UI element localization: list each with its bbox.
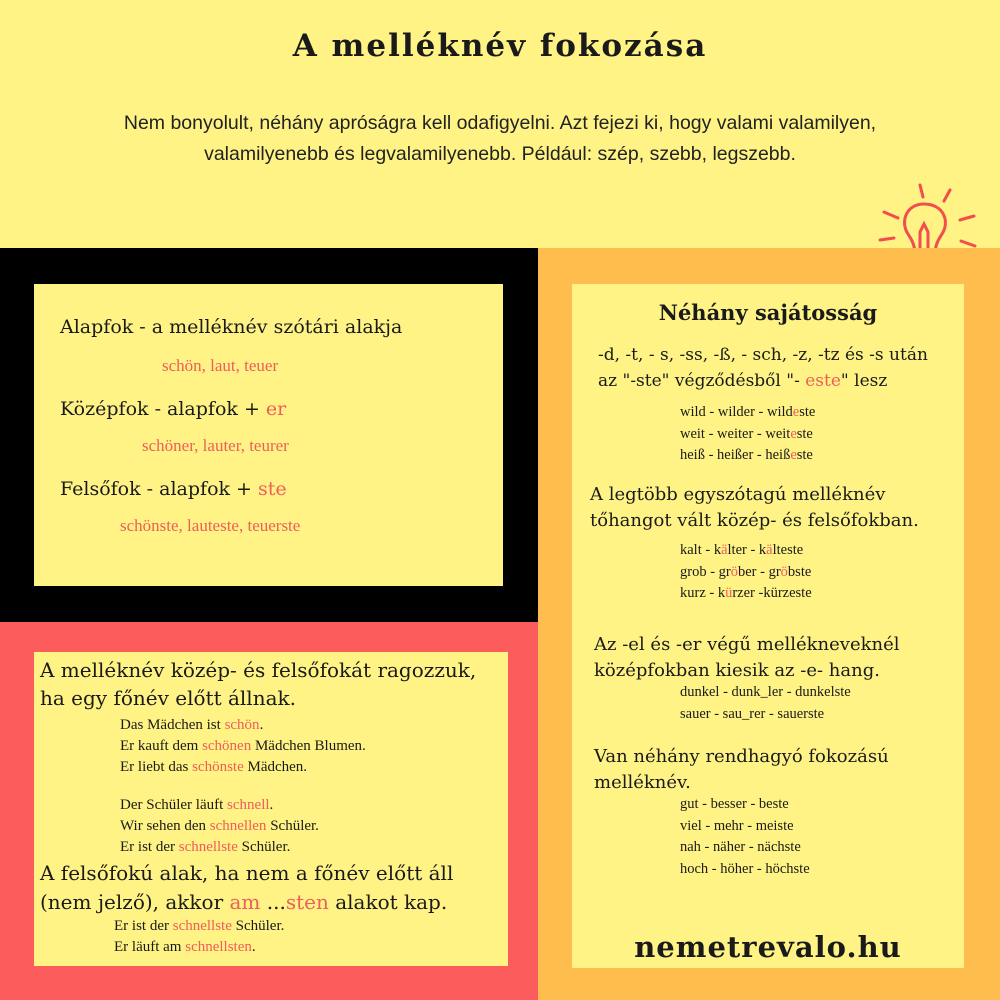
- sentence-1: Das Mädchen ist schön.: [120, 717, 264, 733]
- kozepfok-suffix: er: [265, 398, 287, 420]
- example-row: dunkel - dunk_ler - dunkelste: [680, 684, 851, 700]
- example-row: kurz - kürzer -kürzeste: [680, 585, 812, 601]
- felsofok-suffix: ste: [258, 478, 287, 500]
- declension-heading-2: ha egy főnév előtt állnak.: [40, 686, 296, 710]
- sentence-8: Er läuft am schnellsten.: [114, 939, 256, 955]
- rule-4: Van néhány rendhagyó fokozású melléknév.: [594, 746, 889, 793]
- example-row: viel - mehr - meiste: [680, 817, 794, 834]
- example-row: wild - wilder - wildeste: [680, 404, 816, 420]
- sentence-5: Wir sehen den schnellen Schüler.: [120, 818, 319, 834]
- example-row: weit - weiter - weiteste: [680, 425, 813, 442]
- rule-heading-2: (nem jelző), akkor am ...sten alakot kap.: [40, 890, 448, 914]
- example-row: nah - näher - nächste: [680, 839, 801, 855]
- rule-1: -d, -t, - s, -ss, -ß, - sch, -z, -tz és -s után az "-ste" végződésből "- este" lesz: [598, 345, 928, 391]
- alapfok-label: Alapfok - a melléknév szótári alakja: [60, 316, 403, 338]
- sentence-3: Er liebt das schönste Mädchen.: [120, 759, 308, 775]
- intro-line-1: Nem bonyolult, néhány apróságra kell odafigyelni. Azt fejezi ki, hogy valami valamilyen,: [123, 112, 877, 134]
- example-group-1: [680, 402, 815, 467]
- sentence-7: Er ist der schnellste Schüler.: [114, 918, 285, 934]
- example-row: grob - gröber - gröbste: [680, 563, 812, 580]
- kozepfok-examples: schöner, lauter, teurer: [142, 436, 289, 455]
- felsofok-label: Felsőfok - alapfok + ste: [60, 478, 287, 500]
- sentence-6: Er ist der schnellste Schüler.: [120, 839, 291, 855]
- intro-text: [60, 108, 940, 170]
- example-group-4: [680, 794, 810, 880]
- rule-3: Az -el és -er végű mellékneveknél középfokban kiesik az -e- hang.: [594, 634, 900, 681]
- example-group-2: [680, 540, 812, 605]
- rule-heading-1: A felsőfokú alak, ha nem a főnév előtt áll: [40, 861, 454, 885]
- example-row: hoch - höher - höchste: [680, 860, 810, 877]
- example-row: gut - besser - beste: [680, 796, 789, 812]
- example-row: sauer - sau_rer - sauerste: [680, 705, 825, 722]
- site-name: nemetrevalo.hu: [634, 930, 902, 964]
- declension-heading-1: A melléknév közép- és felsőfokát ragozzuk,: [40, 658, 477, 682]
- example-row: kalt - kälter - kälteste: [680, 542, 804, 558]
- degrees-card: [34, 284, 503, 586]
- kozepfok-label: Középfok - alapfok + er: [60, 398, 287, 420]
- sentence-4: Der Schüler läuft schnell.: [120, 797, 274, 813]
- rule-2: A legtöbb egyszótagú melléknév tőhangot vált közép- és felsőfokban.: [590, 484, 919, 531]
- felsofok-examples: schönste, lauteste, teuerste: [120, 516, 301, 535]
- declension-card: [34, 652, 508, 966]
- special-title: Néhány sajátosság: [658, 300, 878, 325]
- sentence-2: Er kauft dem schönen Mädchen Blumen.: [120, 738, 366, 754]
- special-card: [572, 284, 964, 968]
- alapfok-examples: schön, laut, teuer: [162, 356, 279, 375]
- intro-line-2: valamilyenebb és legvalamilyenebb. Például: szép, szebb, legszebb.: [204, 143, 796, 165]
- page-title: A melléknév fokozása: [292, 28, 708, 64]
- example-row: heiß - heißer - heißeste: [680, 447, 813, 463]
- example-group-3: [680, 682, 851, 725]
